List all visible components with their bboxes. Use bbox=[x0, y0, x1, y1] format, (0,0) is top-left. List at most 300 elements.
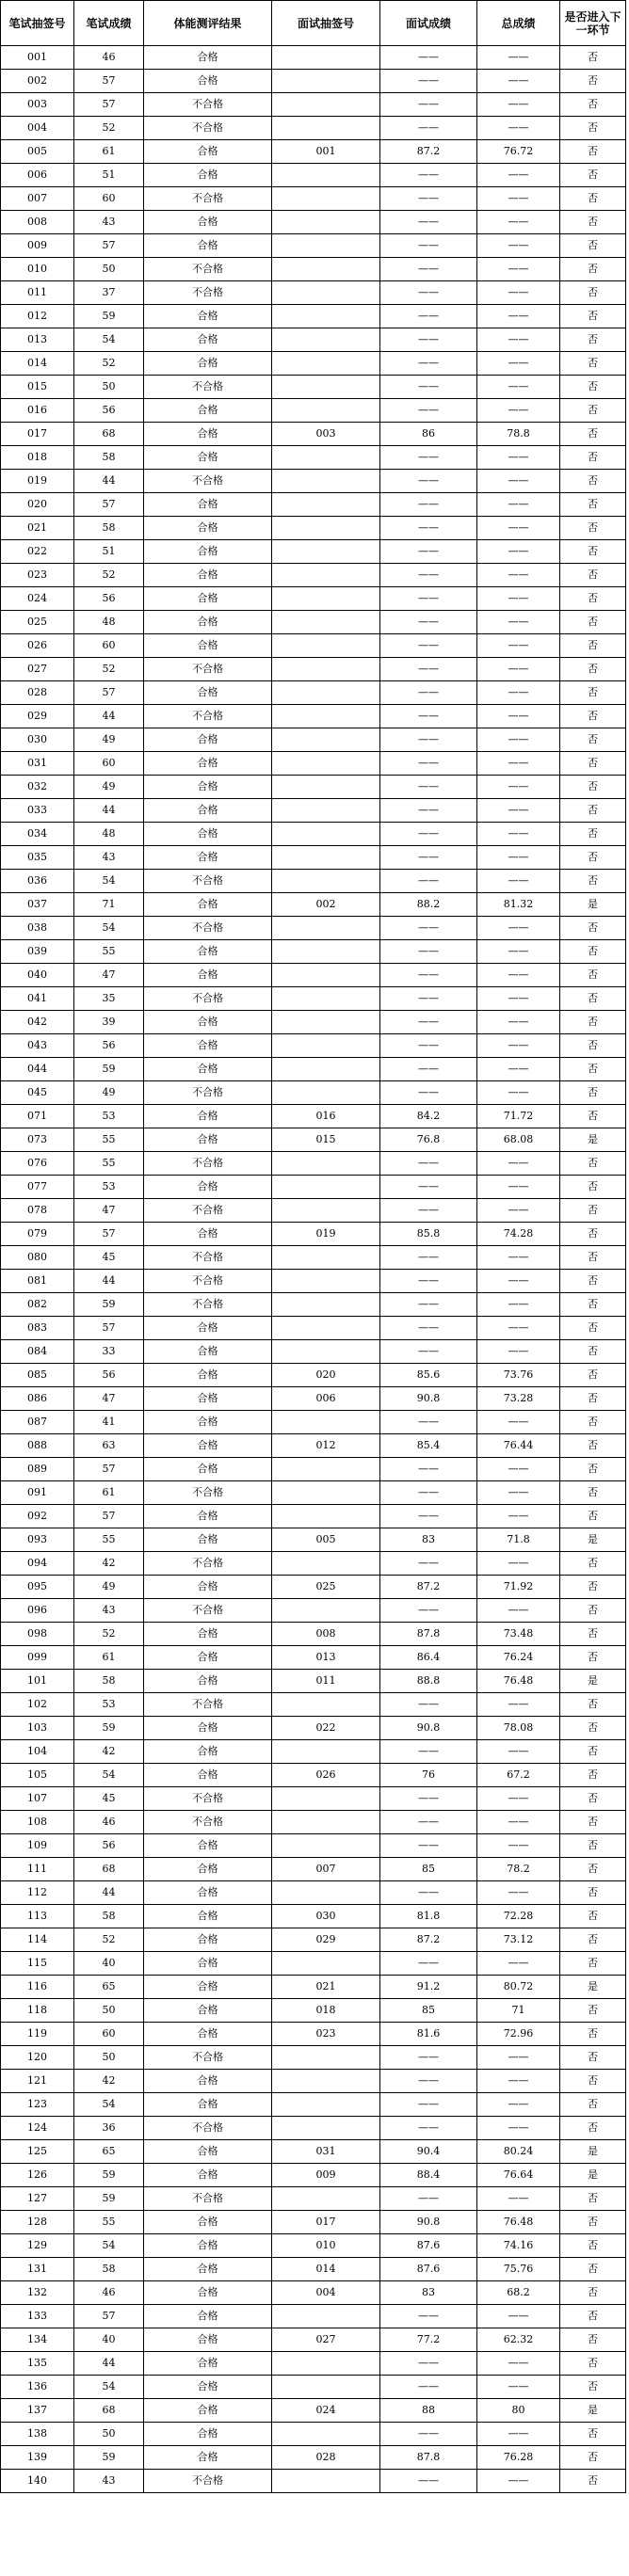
advance-cell: 是 bbox=[560, 2164, 626, 2187]
interview-ticket-cell bbox=[272, 1552, 380, 1576]
interview-ticket-cell: 023 bbox=[272, 2023, 380, 2046]
total-score-cell: —— bbox=[477, 587, 560, 611]
interview-ticket-cell bbox=[272, 823, 380, 846]
total-score-cell: —— bbox=[477, 46, 560, 70]
table-row bbox=[1, 93, 626, 117]
interview-score-cell: —— bbox=[380, 1599, 477, 1623]
interview-ticket-cell bbox=[272, 234, 380, 258]
written-ticket-cell: 108 bbox=[1, 1811, 74, 1834]
table-row bbox=[1, 1834, 626, 1858]
interview-ticket-cell bbox=[272, 305, 380, 328]
written-score-cell: 45 bbox=[74, 1246, 144, 1270]
interview-ticket-cell: 012 bbox=[272, 1434, 380, 1458]
fitness-result-cell: 合格 bbox=[144, 1670, 272, 1693]
advance-cell: 否 bbox=[560, 187, 626, 211]
interview-score-cell: —— bbox=[380, 823, 477, 846]
total-score-cell: —— bbox=[477, 164, 560, 187]
interview-score-cell: —— bbox=[380, 470, 477, 493]
interview-ticket-cell: 005 bbox=[272, 1528, 380, 1552]
total-score-cell: —— bbox=[477, 1740, 560, 1764]
written-score-cell: 53 bbox=[74, 1693, 144, 1717]
advance-cell: 否 bbox=[560, 493, 626, 517]
total-score-cell: 76.48 bbox=[477, 1670, 560, 1693]
written-ticket-cell: 038 bbox=[1, 917, 74, 940]
interview-score-cell: —— bbox=[380, 376, 477, 399]
advance-cell: 否 bbox=[560, 1199, 626, 1223]
written-score-cell: 50 bbox=[74, 258, 144, 281]
total-score-cell: 80.24 bbox=[477, 2140, 560, 2164]
table-row bbox=[1, 1976, 626, 1999]
total-score-cell: —— bbox=[477, 823, 560, 846]
table-row bbox=[1, 470, 626, 493]
fitness-result-cell: 不合格 bbox=[144, 1599, 272, 1623]
interview-ticket-cell: 002 bbox=[272, 893, 380, 917]
written-ticket-cell: 095 bbox=[1, 1576, 74, 1599]
written-ticket-cell: 077 bbox=[1, 1176, 74, 1199]
advance-cell: 否 bbox=[560, 1387, 626, 1411]
fitness-result-cell: 合格 bbox=[144, 2211, 272, 2234]
header-interview-ticket: 面试抽签号 bbox=[272, 1, 380, 46]
advance-cell: 否 bbox=[560, 587, 626, 611]
advance-cell: 否 bbox=[560, 1340, 626, 1364]
interview-ticket-cell bbox=[272, 940, 380, 964]
table-row bbox=[1, 211, 626, 234]
written-score-cell: 54 bbox=[74, 328, 144, 352]
advance-cell: 否 bbox=[560, 1034, 626, 1058]
advance-cell: 否 bbox=[560, 2023, 626, 2046]
fitness-result-cell: 合格 bbox=[144, 1834, 272, 1858]
written-score-cell: 43 bbox=[74, 846, 144, 870]
interview-ticket-cell: 025 bbox=[272, 1576, 380, 1599]
written-score-cell: 48 bbox=[74, 823, 144, 846]
written-score-cell: 52 bbox=[74, 564, 144, 587]
interview-score-cell: —— bbox=[380, 1270, 477, 1293]
written-score-cell: 60 bbox=[74, 187, 144, 211]
fitness-result-cell: 合格 bbox=[144, 352, 272, 376]
written-ticket-cell: 033 bbox=[1, 799, 74, 823]
fitness-result-cell: 不合格 bbox=[144, 1552, 272, 1576]
interview-ticket-cell bbox=[272, 2046, 380, 2070]
written-ticket-cell: 123 bbox=[1, 2093, 74, 2117]
written-score-cell: 51 bbox=[74, 540, 144, 564]
interview-score-cell: —— bbox=[380, 1199, 477, 1223]
written-ticket-cell: 128 bbox=[1, 2211, 74, 2234]
advance-cell: 否 bbox=[560, 1928, 626, 1952]
fitness-result-cell: 不合格 bbox=[144, 117, 272, 140]
table-row bbox=[1, 1623, 626, 1646]
total-score-cell: 75.76 bbox=[477, 2258, 560, 2281]
written-ticket-cell: 098 bbox=[1, 1623, 74, 1646]
total-score-cell: 74.16 bbox=[477, 2234, 560, 2258]
interview-score-cell: —— bbox=[380, 1481, 477, 1505]
written-ticket-cell: 073 bbox=[1, 1128, 74, 1152]
fitness-result-cell: 不合格 bbox=[144, 93, 272, 117]
written-score-cell: 59 bbox=[74, 1058, 144, 1081]
total-score-cell: 73.76 bbox=[477, 1364, 560, 1387]
written-ticket-cell: 024 bbox=[1, 587, 74, 611]
advance-cell: 否 bbox=[560, 1881, 626, 1905]
interview-ticket-cell: 019 bbox=[272, 1223, 380, 1246]
advance-cell: 否 bbox=[560, 1717, 626, 1740]
written-score-cell: 54 bbox=[74, 1764, 144, 1787]
written-score-cell: 57 bbox=[74, 1223, 144, 1246]
total-score-cell: 76.24 bbox=[477, 1646, 560, 1670]
total-score-cell: —— bbox=[477, 211, 560, 234]
fitness-result-cell: 不合格 bbox=[144, 2046, 272, 2070]
interview-ticket-cell: 003 bbox=[272, 423, 380, 446]
table-row bbox=[1, 140, 626, 164]
interview-ticket-cell: 031 bbox=[272, 2140, 380, 2164]
fitness-result-cell: 合格 bbox=[144, 2446, 272, 2470]
fitness-result-cell: 合格 bbox=[144, 1505, 272, 1528]
table-row bbox=[1, 799, 626, 823]
written-score-cell: 44 bbox=[74, 1881, 144, 1905]
interview-ticket-cell bbox=[272, 846, 380, 870]
interview-ticket-cell bbox=[272, 705, 380, 728]
interview-ticket-cell bbox=[272, 611, 380, 634]
written-score-cell: 54 bbox=[74, 2093, 144, 2117]
fitness-result-cell: 不合格 bbox=[144, 1246, 272, 1270]
written-score-cell: 48 bbox=[74, 611, 144, 634]
total-score-cell: —— bbox=[477, 2470, 560, 2493]
table-row bbox=[1, 987, 626, 1011]
total-score-cell: —— bbox=[477, 1505, 560, 1528]
written-ticket-cell: 132 bbox=[1, 2281, 74, 2305]
fitness-result-cell: 合格 bbox=[144, 1881, 272, 1905]
table-row bbox=[1, 1081, 626, 1105]
advance-cell: 否 bbox=[560, 870, 626, 893]
fitness-result-cell: 合格 bbox=[144, 681, 272, 705]
fitness-result-cell: 不合格 bbox=[144, 870, 272, 893]
fitness-result-cell: 合格 bbox=[144, 2258, 272, 2281]
written-ticket-cell: 124 bbox=[1, 2117, 74, 2140]
written-ticket-cell: 081 bbox=[1, 1270, 74, 1293]
written-ticket-cell: 018 bbox=[1, 446, 74, 470]
written-score-cell: 65 bbox=[74, 1976, 144, 1999]
written-ticket-cell: 007 bbox=[1, 187, 74, 211]
advance-cell: 否 bbox=[560, 1223, 626, 1246]
interview-ticket-cell: 010 bbox=[272, 2234, 380, 2258]
interview-score-cell: —— bbox=[380, 1834, 477, 1858]
table-row bbox=[1, 446, 626, 470]
advance-cell: 否 bbox=[560, 2187, 626, 2211]
written-ticket-cell: 112 bbox=[1, 1881, 74, 1905]
fitness-result-cell: 合格 bbox=[144, 1128, 272, 1152]
written-score-cell: 47 bbox=[74, 1199, 144, 1223]
interview-ticket-cell: 024 bbox=[272, 2399, 380, 2423]
interview-ticket-cell bbox=[272, 681, 380, 705]
interview-ticket-cell bbox=[272, 799, 380, 823]
total-score-cell: —— bbox=[477, 964, 560, 987]
total-score-cell: —— bbox=[477, 1293, 560, 1317]
table-row bbox=[1, 1411, 626, 1434]
total-score-cell: —— bbox=[477, 2187, 560, 2211]
written-score-cell: 45 bbox=[74, 1787, 144, 1811]
written-ticket-cell: 004 bbox=[1, 117, 74, 140]
written-score-cell: 55 bbox=[74, 1528, 144, 1552]
total-score-cell: —— bbox=[477, 681, 560, 705]
interview-score-cell: —— bbox=[380, 2093, 477, 2117]
advance-cell: 是 bbox=[560, 1670, 626, 1693]
written-score-cell: 59 bbox=[74, 2446, 144, 2470]
table-row bbox=[1, 1576, 626, 1599]
fitness-result-cell: 合格 bbox=[144, 728, 272, 752]
table-row bbox=[1, 1905, 626, 1928]
advance-cell: 否 bbox=[560, 2258, 626, 2281]
fitness-result-cell: 合格 bbox=[144, 540, 272, 564]
written-score-cell: 57 bbox=[74, 1458, 144, 1481]
written-ticket-cell: 104 bbox=[1, 1740, 74, 1764]
written-score-cell: 56 bbox=[74, 399, 144, 423]
written-score-cell: 59 bbox=[74, 2187, 144, 2211]
interview-ticket-cell bbox=[272, 1011, 380, 1034]
interview-score-cell: 85.8 bbox=[380, 1223, 477, 1246]
advance-cell: 否 bbox=[560, 658, 626, 681]
interview-score-cell: —— bbox=[380, 1411, 477, 1434]
fitness-result-cell: 合格 bbox=[144, 1858, 272, 1881]
total-score-cell: 76.72 bbox=[477, 140, 560, 164]
written-ticket-cell: 043 bbox=[1, 1034, 74, 1058]
advance-cell: 是 bbox=[560, 2140, 626, 2164]
total-score-cell: —— bbox=[477, 2376, 560, 2399]
advance-cell: 否 bbox=[560, 2305, 626, 2328]
written-ticket-cell: 120 bbox=[1, 2046, 74, 2070]
fitness-result-cell: 合格 bbox=[144, 2376, 272, 2399]
fitness-result-cell: 合格 bbox=[144, 2328, 272, 2352]
advance-cell: 否 bbox=[560, 376, 626, 399]
interview-score-cell: —— bbox=[380, 258, 477, 281]
total-score-cell: 76.28 bbox=[477, 2446, 560, 2470]
total-score-cell: —— bbox=[477, 705, 560, 728]
written-score-cell: 65 bbox=[74, 2140, 144, 2164]
advance-cell: 否 bbox=[560, 2211, 626, 2234]
written-score-cell: 43 bbox=[74, 211, 144, 234]
advance-cell: 否 bbox=[560, 2352, 626, 2376]
fitness-result-cell: 不合格 bbox=[144, 1081, 272, 1105]
interview-ticket-cell bbox=[272, 376, 380, 399]
fitness-result-cell: 合格 bbox=[144, 1105, 272, 1128]
written-ticket-cell: 139 bbox=[1, 2446, 74, 2470]
advance-cell: 否 bbox=[560, 2470, 626, 2493]
written-score-cell: 47 bbox=[74, 964, 144, 987]
written-ticket-cell: 140 bbox=[1, 2470, 74, 2493]
written-score-cell: 46 bbox=[74, 1811, 144, 1834]
written-ticket-cell: 023 bbox=[1, 564, 74, 587]
table-row bbox=[1, 1058, 626, 1081]
table-row bbox=[1, 1270, 626, 1293]
table-row bbox=[1, 1693, 626, 1717]
interview-ticket-cell: 029 bbox=[272, 1928, 380, 1952]
table-row bbox=[1, 1011, 626, 1034]
fitness-result-cell: 合格 bbox=[144, 799, 272, 823]
interview-ticket-cell: 011 bbox=[272, 1670, 380, 1693]
interview-score-cell: 81.8 bbox=[380, 1905, 477, 1928]
written-ticket-cell: 011 bbox=[1, 281, 74, 305]
written-score-cell: 46 bbox=[74, 2281, 144, 2305]
written-score-cell: 68 bbox=[74, 2399, 144, 2423]
advance-cell: 否 bbox=[560, 70, 626, 93]
total-score-cell: 78.2 bbox=[477, 1858, 560, 1881]
total-score-cell: —— bbox=[477, 2423, 560, 2446]
total-score-cell: 67.2 bbox=[477, 1764, 560, 1787]
advance-cell: 否 bbox=[560, 823, 626, 846]
fitness-result-cell: 合格 bbox=[144, 1999, 272, 2023]
total-score-cell: —— bbox=[477, 234, 560, 258]
advance-cell: 否 bbox=[560, 1693, 626, 1717]
written-score-cell: 42 bbox=[74, 2070, 144, 2093]
written-score-cell: 68 bbox=[74, 1858, 144, 1881]
interview-score-cell: —— bbox=[380, 658, 477, 681]
written-score-cell: 36 bbox=[74, 2117, 144, 2140]
total-score-cell: —— bbox=[477, 1881, 560, 1905]
written-ticket-cell: 002 bbox=[1, 70, 74, 93]
total-score-cell: 74.28 bbox=[477, 1223, 560, 1246]
advance-cell: 否 bbox=[560, 1176, 626, 1199]
table-row bbox=[1, 846, 626, 870]
total-score-cell: —— bbox=[477, 1246, 560, 1270]
advance-cell: 否 bbox=[560, 1811, 626, 1834]
interview-ticket-cell: 006 bbox=[272, 1387, 380, 1411]
fitness-result-cell: 合格 bbox=[144, 211, 272, 234]
total-score-cell: 81.32 bbox=[477, 893, 560, 917]
written-score-cell: 50 bbox=[74, 2046, 144, 2070]
total-score-cell: 72.96 bbox=[477, 2023, 560, 2046]
table-row bbox=[1, 1364, 626, 1387]
table-row bbox=[1, 964, 626, 987]
fitness-result-cell: 合格 bbox=[144, 328, 272, 352]
fitness-result-cell: 合格 bbox=[144, 564, 272, 587]
written-score-cell: 68 bbox=[74, 423, 144, 446]
table-row bbox=[1, 2070, 626, 2093]
written-score-cell: 50 bbox=[74, 1999, 144, 2023]
table-row bbox=[1, 823, 626, 846]
interview-score-cell: —— bbox=[380, 2187, 477, 2211]
written-score-cell: 57 bbox=[74, 93, 144, 117]
interview-ticket-cell bbox=[272, 2423, 380, 2446]
advance-cell: 否 bbox=[560, 2423, 626, 2446]
interview-score-cell: 88.8 bbox=[380, 1670, 477, 1693]
advance-cell: 是 bbox=[560, 893, 626, 917]
advance-cell: 否 bbox=[560, 446, 626, 470]
interview-score-cell: —— bbox=[380, 634, 477, 658]
table-row bbox=[1, 1740, 626, 1764]
interview-score-cell: —— bbox=[380, 776, 477, 799]
table-row bbox=[1, 1105, 626, 1128]
total-score-cell: —— bbox=[477, 446, 560, 470]
interview-score-cell: 87.6 bbox=[380, 2258, 477, 2281]
interview-score-cell: —— bbox=[380, 1317, 477, 1340]
interview-ticket-cell bbox=[272, 2070, 380, 2093]
written-score-cell: 39 bbox=[74, 1011, 144, 1034]
written-score-cell: 58 bbox=[74, 446, 144, 470]
written-ticket-cell: 076 bbox=[1, 1152, 74, 1176]
fitness-result-cell: 合格 bbox=[144, 1576, 272, 1599]
table-row bbox=[1, 564, 626, 587]
total-score-cell: 68.2 bbox=[477, 2281, 560, 2305]
table-row bbox=[1, 1787, 626, 1811]
advance-cell: 否 bbox=[560, 140, 626, 164]
written-score-cell: 43 bbox=[74, 2470, 144, 2493]
advance-cell: 是 bbox=[560, 1976, 626, 1999]
written-ticket-cell: 096 bbox=[1, 1599, 74, 1623]
table-row bbox=[1, 2376, 626, 2399]
total-score-cell: —— bbox=[477, 1034, 560, 1058]
interview-score-cell: 76.8 bbox=[380, 1128, 477, 1152]
written-ticket-cell: 107 bbox=[1, 1787, 74, 1811]
written-score-cell: 53 bbox=[74, 1176, 144, 1199]
interview-score-cell: 81.6 bbox=[380, 2023, 477, 2046]
interview-score-cell: —— bbox=[380, 1293, 477, 1317]
total-score-cell: —— bbox=[477, 1270, 560, 1293]
table-row bbox=[1, 1223, 626, 1246]
written-score-cell: 51 bbox=[74, 164, 144, 187]
interview-score-cell: —— bbox=[380, 1952, 477, 1976]
written-ticket-cell: 009 bbox=[1, 234, 74, 258]
advance-cell: 否 bbox=[560, 470, 626, 493]
interview-score-cell: —— bbox=[380, 1740, 477, 1764]
total-score-cell: 78.08 bbox=[477, 1717, 560, 1740]
written-score-cell: 49 bbox=[74, 1081, 144, 1105]
total-score-cell: —— bbox=[477, 799, 560, 823]
interview-score-cell: 83 bbox=[380, 1528, 477, 1552]
total-score-cell: —— bbox=[477, 564, 560, 587]
advance-cell: 否 bbox=[560, 399, 626, 423]
total-score-cell: —— bbox=[477, 352, 560, 376]
interview-score-cell: —— bbox=[380, 493, 477, 517]
advance-cell: 否 bbox=[560, 211, 626, 234]
table-row bbox=[1, 305, 626, 328]
total-score-cell: —— bbox=[477, 1599, 560, 1623]
written-ticket-cell: 026 bbox=[1, 634, 74, 658]
advance-cell: 否 bbox=[560, 1081, 626, 1105]
fitness-result-cell: 不合格 bbox=[144, 2117, 272, 2140]
interview-ticket-cell bbox=[272, 752, 380, 776]
written-ticket-cell: 087 bbox=[1, 1411, 74, 1434]
table-row bbox=[1, 776, 626, 799]
fitness-result-cell: 合格 bbox=[144, 1340, 272, 1364]
header-interview-score: 面试成绩 bbox=[380, 1, 477, 46]
written-score-cell: 44 bbox=[74, 705, 144, 728]
interview-ticket-cell bbox=[272, 1811, 380, 1834]
interview-score-cell: 76 bbox=[380, 1764, 477, 1787]
written-ticket-cell: 040 bbox=[1, 964, 74, 987]
interview-score-cell: 84.2 bbox=[380, 1105, 477, 1128]
interview-score-cell: —— bbox=[380, 2470, 477, 2493]
fitness-result-cell: 合格 bbox=[144, 1411, 272, 1434]
total-score-cell: 76.64 bbox=[477, 2164, 560, 2187]
interview-score-cell: —— bbox=[380, 870, 477, 893]
written-ticket-cell: 008 bbox=[1, 211, 74, 234]
interview-score-cell: —— bbox=[380, 93, 477, 117]
table-row bbox=[1, 705, 626, 728]
advance-cell: 否 bbox=[560, 1011, 626, 1034]
total-score-cell: —— bbox=[477, 117, 560, 140]
fitness-result-cell: 合格 bbox=[144, 2140, 272, 2164]
written-score-cell: 59 bbox=[74, 1293, 144, 1317]
advance-cell: 否 bbox=[560, 1317, 626, 1340]
written-score-cell: 53 bbox=[74, 1105, 144, 1128]
interview-score-cell: 88.4 bbox=[380, 2164, 477, 2187]
interview-ticket-cell bbox=[272, 587, 380, 611]
written-score-cell: 52 bbox=[74, 1928, 144, 1952]
table-row bbox=[1, 2211, 626, 2234]
interview-ticket-cell: 016 bbox=[272, 1105, 380, 1128]
advance-cell: 否 bbox=[560, 117, 626, 140]
written-score-cell: 44 bbox=[74, 2352, 144, 2376]
total-score-cell: —— bbox=[477, 1481, 560, 1505]
advance-cell: 否 bbox=[560, 964, 626, 987]
advance-cell: 否 bbox=[560, 1481, 626, 1505]
